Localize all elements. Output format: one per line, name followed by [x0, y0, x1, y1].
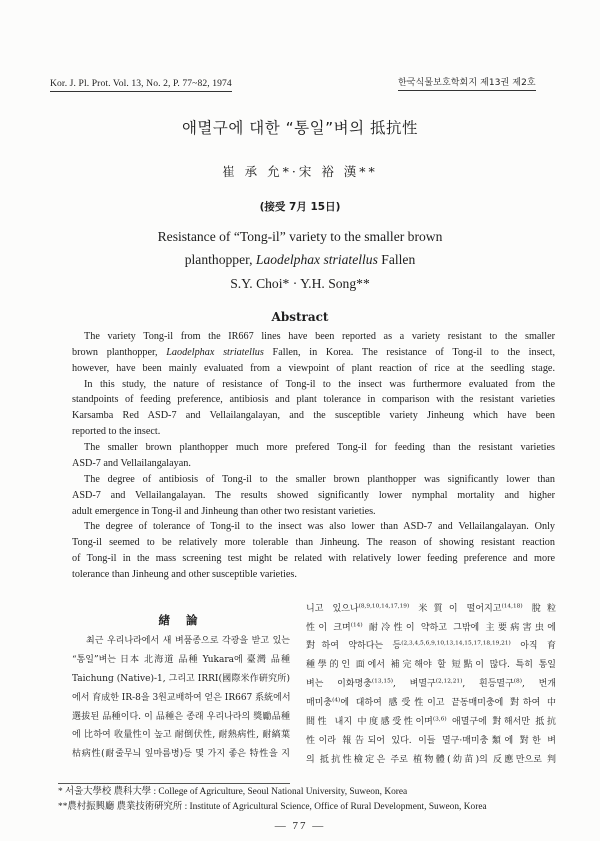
intro-text: 耐冷性이 약하고 그밖에 主要病害虫에	[362, 623, 556, 633]
intro-text: 對하여 약하다는 등	[306, 641, 402, 651]
reference-citation: (14,18)	[501, 603, 523, 610]
abstract-line-text: Fallen, in Korea. The resistance of Tong-il to the insect,	[263, 347, 555, 358]
abstract-line: The smaller brown planthopper much more prefered Tong-il for feeding than the resistant varieties	[84, 442, 555, 453]
journal-name-korean: 한국식물보호학회지 제13권 제2호	[398, 78, 536, 91]
reference-citation: (4)	[332, 697, 341, 704]
intro-left-line: Taichung (Native)-1, 그리고 IRRI(國際米作硏究所)	[72, 674, 290, 684]
intro-text: 벼는 이화명충	[306, 679, 372, 689]
abstract-line: Karsamba Red ASD-7 and Vellailangalayan, and the susceptible variety Jinheung which have been	[72, 410, 555, 421]
intro-right-line	[306, 678, 556, 690]
intro-right-line	[306, 640, 556, 652]
intro-text: , 흰등멸구	[462, 679, 514, 689]
title-text: planthopper,	[184, 252, 256, 267]
intro-right-line: 種學的인 面에서 補完해야 할 短點이 많다. 특히 통일	[306, 660, 556, 670]
footnote-affiliation-2: **農村振興廳 農業技術硏究所 : Institute of Agricultural Science, Office of Rural Development, Suweon, Korea	[58, 802, 487, 812]
abstract-line: ASD-7 and Vellailangalayan.	[72, 458, 191, 469]
page-number: — 77 —	[274, 820, 326, 832]
paper-title-english-line-2	[0, 252, 600, 268]
abstract-line: The degree of antibiosis of Tong-il to the smaller brown planthopper was significantly lower than	[84, 474, 555, 485]
paper-title-english-line-1: Resistance of “Tong-il” variety to the smaller brown	[157, 229, 443, 244]
intro-right-line	[306, 716, 556, 728]
intro-text: 매미충	[306, 698, 333, 708]
abstract-line: tolerance than Jinheung and other susceptible varieties.	[72, 569, 297, 580]
intro-right-line	[306, 622, 556, 634]
abstract-line: reported to the insect.	[72, 426, 161, 437]
intro-text: 脫粒	[522, 604, 556, 614]
footnote-affiliation-1: * 서울大學校 農科大學 : College of Agriculture, Seoul National University, Suweon, Korea	[58, 787, 408, 797]
abstract-line: however, have been mainly evaluated from a viewpoint of plant reaction of rice at the seedling stage.	[72, 363, 555, 374]
intro-text: , 번개	[522, 679, 556, 689]
abstract-heading: Abstract	[271, 310, 329, 324]
abstract-line: The variety Tong-il from the IR667 lines have been reported as a variety resistant to the smaller	[84, 331, 555, 342]
abstract-line: In this study, the nature of resistance of Tong-il to the insect was furthermore evaluated from the	[84, 379, 555, 390]
intro-left-line: 選拔된 品種이다. 이 品種은 종래 우리나라의 獎勵品種	[72, 712, 290, 722]
section-heading-introduction: 緖 論	[158, 613, 204, 627]
journal-citation: Kor. J. Pl. Prot. Vol. 13, No. 2, P. 77~82, 1974	[50, 78, 232, 92]
reference-citation: (14)	[350, 622, 363, 629]
paper-title-korean: 애멸구에 대한 “통일”벼의 抵抗性	[181, 119, 419, 137]
intro-text: 니고 있으나	[306, 604, 359, 614]
abstract-line: Tong-il seemed to be relatively more tolerable than Jinheung. The reason of showing resistant reaction	[72, 537, 555, 548]
abstract-line-text: brown planthopper,	[72, 347, 167, 358]
authors-english: S.Y. Choi* · Y.H. Song**	[230, 276, 370, 291]
abstract-line: The degree of tolerance of Tong-il to the insect was also lower than ASD-7 and Vellailangalayan. Only	[84, 521, 555, 532]
intro-text: 性이 크며	[306, 623, 351, 633]
reference-citation: (2,12,21)	[435, 678, 463, 685]
reference-citation: (3,6)	[432, 716, 447, 723]
reference-citation: (13,15)	[371, 678, 394, 685]
intro-left-line: “통일”벼는 日本 北海道 品種 Yukara에 臺灣 品種	[72, 655, 290, 665]
intro-text: 米質이 떨어지고	[409, 604, 502, 614]
reference-citation: (2,3,4,5,6,9,10,13,14,15,17,18,19,21)	[401, 640, 511, 647]
intro-text: 에 대하여 感受性이고 끝동매미충에 對하여 中	[340, 698, 556, 708]
species-name: Laodelphax striatellus	[166, 347, 264, 358]
intro-right-line	[306, 603, 556, 615]
intro-left-line: 枯病性(耐줄무늬 잎마름병)등 몇 가지 좋은 特性을 지	[72, 749, 290, 759]
abstract-line: ASD-7 and Vellailangalayan. The results showed significantly lower nymphal mortality and higher	[72, 490, 555, 501]
intro-left-line: 에 比하여 收量性이 높고 耐倒伏性, 耐熱病性, 耐縞葉	[72, 730, 290, 740]
abstract-line: of Tong-il in the mass screening test might be related with relatively lower feeding preference and more	[72, 553, 555, 564]
reference-citation: (8,9,10,14,17,19)	[358, 603, 410, 610]
footnote-divider	[58, 783, 290, 784]
intro-text: 애멸구에 對해서만 抵抗	[446, 717, 556, 727]
reference-citation: (8)	[513, 678, 522, 685]
intro-text: , 벼멸구	[393, 679, 436, 689]
intro-right-line	[306, 697, 556, 709]
abstract-line	[72, 347, 555, 359]
intro-text: 아직 育	[510, 641, 556, 651]
authors-korean: 崔 承 允*·宋 裕 漢**	[222, 164, 378, 179]
abstract-line: adult emergence in Tong-il and Jinheung than other two resistant varieties.	[72, 506, 376, 517]
received-date: (接受 7月 15日)	[259, 201, 341, 213]
species-name: Laodelphax striatellus	[255, 252, 378, 267]
intro-left-line: 최근 우리나라에서 새 벼품종으로 각광을 받고 있는	[86, 636, 290, 646]
title-text: Fallen	[377, 252, 416, 267]
intro-text: 間性 내지 中度感受性이며	[306, 717, 433, 727]
intro-left-line: 에서 育成한 IR-8을 3원교배하여 얻은 IR667 系統에서	[72, 693, 291, 703]
abstract-line: standpoints of feeding preference, antibiosis and plant tolerance in comparison with the resistant varieties	[72, 394, 555, 405]
intro-right-line: 의 抵抗性檢定은 주로 植物體(幼苗)의 反應만으로 判	[306, 755, 556, 765]
intro-right-line: 性이라 報告되어 있다. 이들 멸구·매미충類에 對한 벼	[306, 736, 556, 746]
